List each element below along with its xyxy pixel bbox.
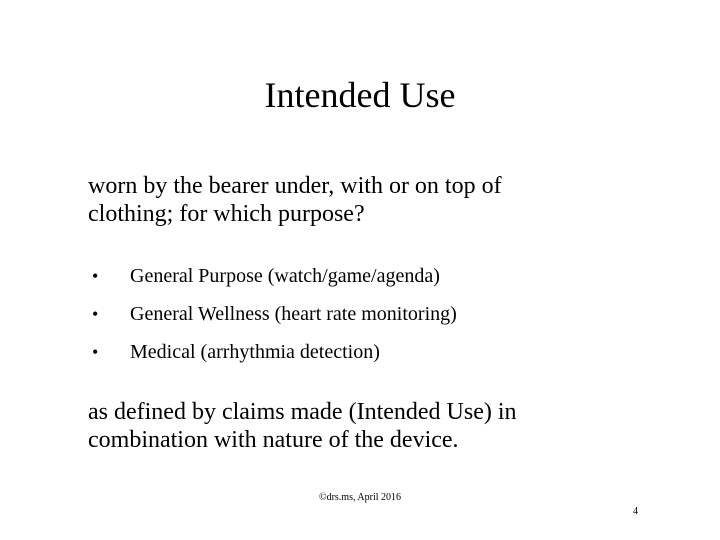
bullet-icon: •: [92, 342, 99, 362]
intro-line-2: clothing; for which purpose?: [88, 201, 365, 227]
list-item-text: General Wellness (heart rate monitoring): [130, 303, 457, 325]
intro-paragraph: [88, 172, 648, 228]
list-item-text: General Purpose (watch/game/agenda): [130, 265, 440, 287]
footer-copyright: ©drs.ms, April 2016: [318, 492, 402, 503]
list-item-text: Medical (arrhythmia detection): [130, 341, 380, 363]
page-number: 4: [633, 506, 638, 517]
closing-line-2: combination with nature of the device.: [88, 427, 459, 453]
slide-title: Intended Use: [264, 75, 456, 115]
closing-line-1: as defined by claims made (Intended Use) in: [88, 399, 517, 425]
closing-paragraph: [88, 398, 648, 454]
bullet-icon: •: [92, 304, 99, 324]
intro-line-1: worn by the bearer under, with or on top of: [88, 173, 502, 199]
bullet-icon: •: [92, 266, 99, 286]
